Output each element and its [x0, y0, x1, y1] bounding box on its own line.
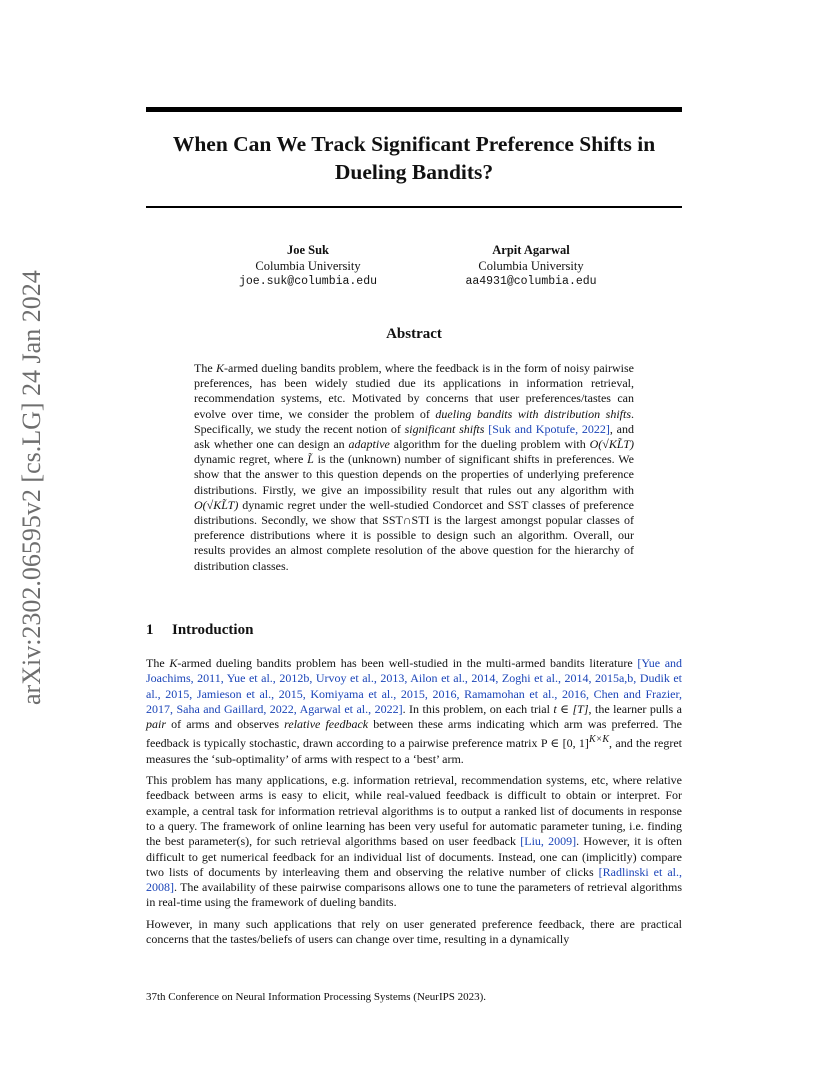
citation-link[interactable]: [Liu, 2009] [520, 834, 577, 849]
abstract-text: The K-armed dueling bandits problem, where the feedback is in the form of noisy pairwise preferences, has been widely studied due its applications in information retrieval, recommendation systems, etc. Motivated by concerns that user preferences/tastes can evolve over time, we consider the problem of dueling bandits with distribution shifts. Specifically, we study the recent notion of significant shifts [Suk and Kpotufe, 2022], and ask whether one can design an adaptive algorithm for the dueling problem with O(√KL̃T) dynamic regret, where L̃ is the (unknown) number of significant shifts in preferences. We show that the answer to this question depends on the properties of underlying preference distributions. Firstly, we give an impossibility result that rules out any algorithm with O(√KL̃T) dynamic regret under the well-studied Condorcet and SST classes of preference distributions. Secondly, we show that SST∩STI is the largest amongst popular classes of preference distributions where it is possible to design such an algorithm. Overall, our results provides an almost complete resolution of the above question for the hierarchy of distribution classes. [194, 361, 634, 573]
author-email: joe.suk@columbia.edu [238, 275, 378, 288]
citation-link[interactable]: [Suk and Kpotufe, 2022] [488, 421, 610, 436]
author-name: Arpit Agarwal [492, 243, 570, 257]
title-top-rule [146, 107, 682, 112]
author-block-2 [416, 243, 646, 290]
citation-link[interactable]: [Radlinski et al., 2008] [146, 864, 682, 895]
author-affiliation: Columbia University [255, 258, 361, 273]
paragraph: The K-armed dueling bandits problem has been well-studied in the multi-armed bandits literature [Yue and Joachims, 2011, Yue et al., 2012b, Urvoy et al., 2013, Ailon et al., 2014, Zoghi et al., 2014, 2015a,b, Dudik et al., 2015, Jamieson et al., 2015, Komiyama et al., 2015, 2016, Ramamohan et al., 2016, Chen and Frazier, 2017, Saha and Gaillard, 2022, Agarwal et al., 2022]. In this problem, on each trial t ∈ [T], the learner pulls a pair of arms and observes relative feedback between these arms indicating which arm was preferred. The feedback is typically stochastic, drawn according to a pairwise preference matrix P ∈ [0, 1]$^{K\times K}$, and the regret measures the ‘sub-optimality’ of arms with respect to a ‘best’ arm. [146, 656, 683, 766]
arxiv-sidebar [10, 270, 54, 705]
author-affiliation: Columbia University [478, 258, 584, 273]
section-title: Introduction [172, 622, 254, 638]
abstract-heading: Abstract [386, 326, 442, 342]
author-email: aa4931@columbia.edu [465, 275, 597, 288]
arxiv-identifier: arXiv:2302.06595v2 [cs.LG] 24 Jan 2024 [17, 270, 46, 705]
author-name: Joe Suk [286, 243, 330, 257]
section-number: 1 [146, 622, 154, 638]
paragraph: However, in many such applications that rely on user generated preference feedback, there are practical concerns that the tastes/beliefs of users can change over time, resulting in a dynamically [146, 916, 682, 947]
introduction-body [146, 656, 682, 953]
conference-footer: 37th Conference on Neural Information Processing Systems (NeurIPS 2023). [146, 991, 487, 1003]
author-block-1 [193, 243, 423, 290]
paper-title: When Can We Track Significant Preference Shifts in Dueling Bandits? [172, 132, 656, 184]
section-heading [146, 622, 253, 639]
citation-link[interactable]: [Yue and Joachims, 2011, Yue et al., 2012b, Urvoy et al., 2013, Ailon et al., 2014, Zoghi et al., 2014, 2015a,b, Dudik et al., 2015, Jamieson et al., 2015, Komiyama et al., 2015, 2016, Ramamohan et al., 2016, Chen and Frazier, 2017, Saha and Gaillard, 2022, Agarwal et al., 2022] [146, 656, 683, 716]
title-bottom-rule [146, 206, 682, 208]
paragraph: This problem has many applications, e.g. information retrieval, recommendation systems, etc, where relative feedback between arms is easy to elicit, while real-valued feedback is difficult to obtain or interpret. For example, a central task for information retrieval algorithms is to output a ranked list of documents in response to a query. The framework of online learning has been very useful for automatic parameter tuning, i.e. finding the best parameter(s), for such retrieval algorithms based on user feedback [Liu, 2009]. However, it is often difficult to get numerical feedback for an individual list of documents. Instead, one can (implicitly) compare two lists of documents by interleaving them and observing the relative number of clicks [Radlinski et al., 2008]. The availability of these pairwise comparisons allows one to tune the parameters of retrieval algorithms in real-time using the framework of dueling bandits. [146, 773, 682, 910]
